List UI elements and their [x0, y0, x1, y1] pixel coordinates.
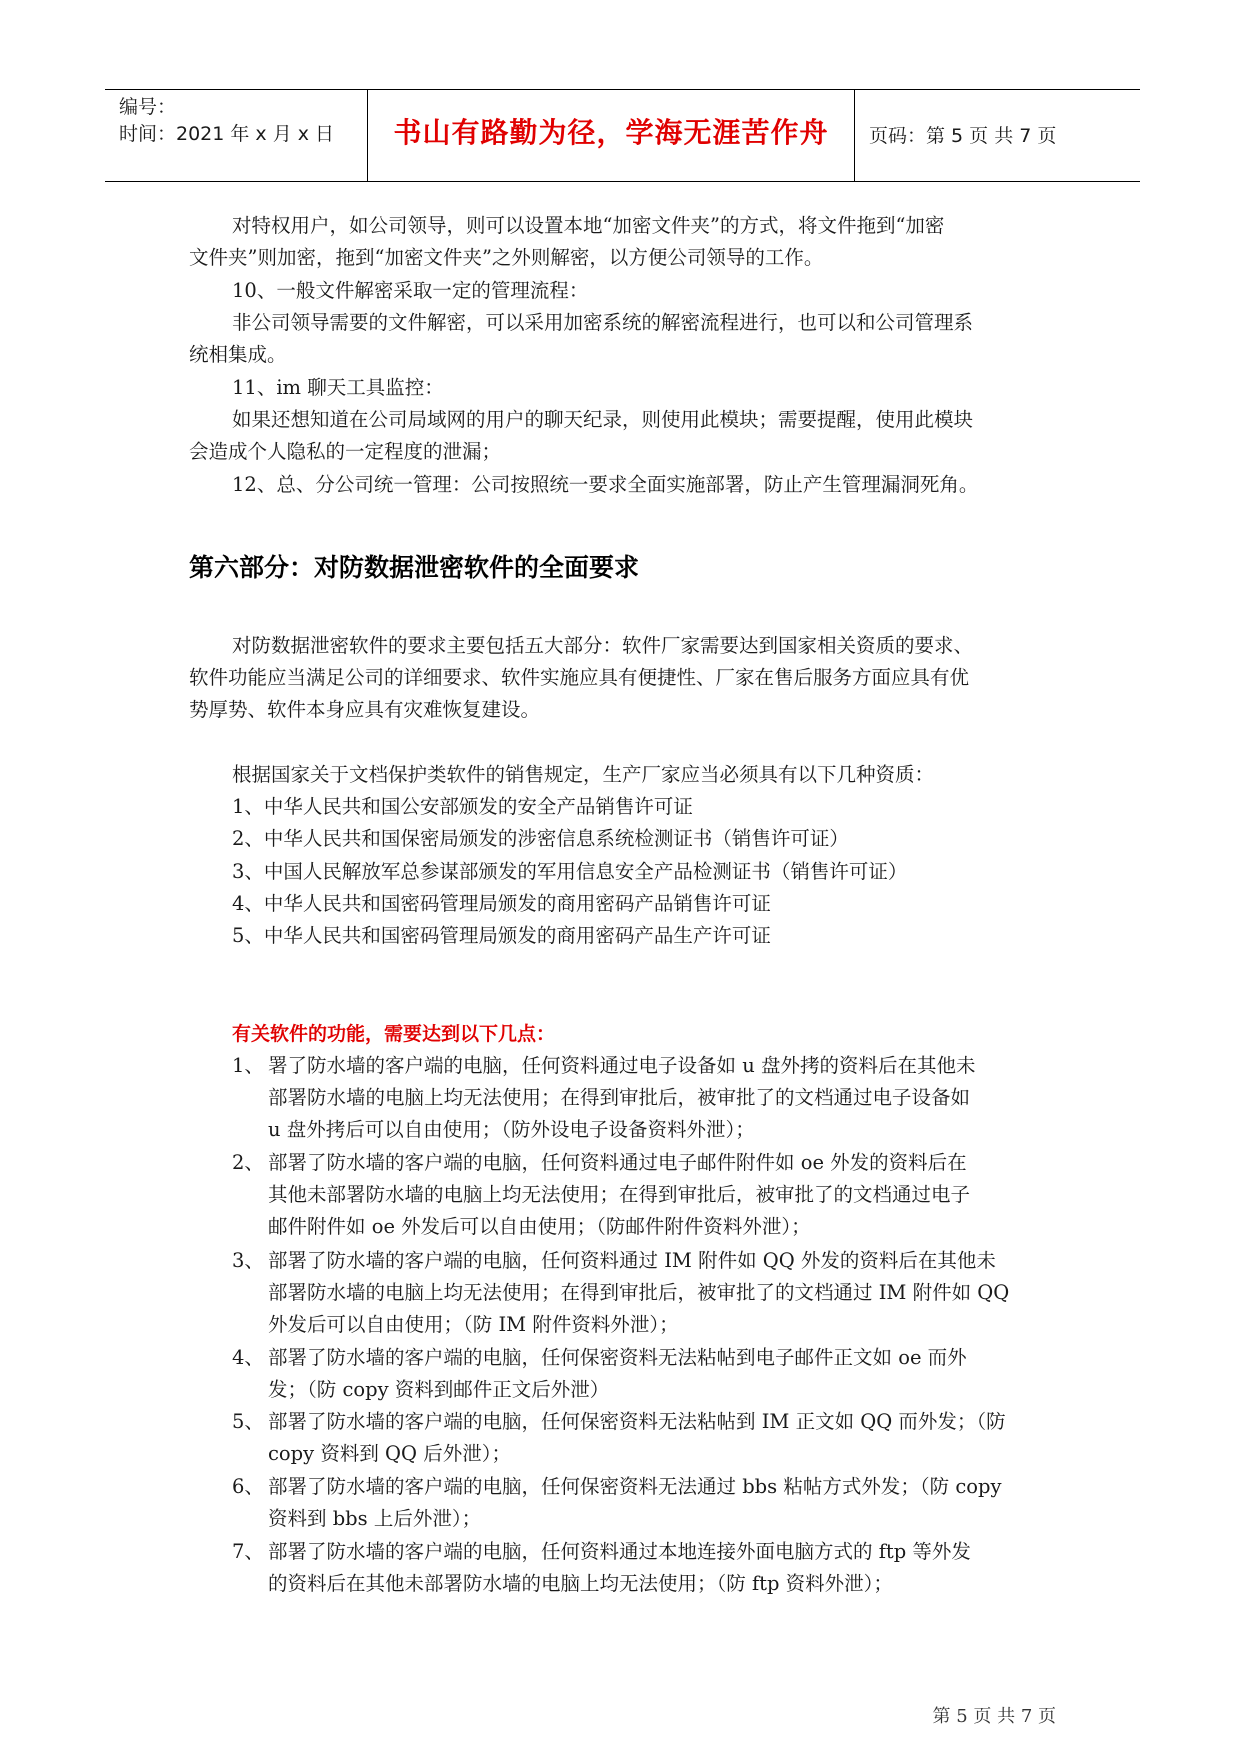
feature-item: [232, 1536, 1072, 1600]
feature-line: u 盘外拷后可以自由使用；（防外设电子设备资料外泄）；: [268, 1118, 755, 1141]
paragraph-line: 10、一般文件解密采取一定的管理流程：: [232, 279, 589, 302]
feature-number: 6、: [232, 1475, 264, 1498]
page-footer: 第 5 页 共 7 页: [932, 1706, 1056, 1727]
feature-line: 邮件附件如 oe 外发后可以自由使用；（防邮件附件资料外泄）；: [268, 1215, 811, 1238]
qualifications-intro: 根据国家关于文档保护类软件的销售规定，生产厂家应当必须具有以下几种资质：: [232, 763, 935, 786]
feature-line: 其他未部署防水墙的电脑上均无法使用；在得到审批后，被审批了的文档通过电子: [268, 1183, 971, 1206]
paragraph-line: 11、im 聊天工具监控：: [232, 376, 444, 399]
time-label: 时间：2021 年 x 月 x 日: [119, 123, 335, 145]
header-meta: [105, 90, 368, 181]
features-title: 有关软件的功能，需要达到以下几点：: [232, 1023, 556, 1045]
header-page-label: 页码：第 5 页 共 7 页: [869, 125, 1057, 147]
feature-number: 3、: [232, 1249, 264, 1272]
paragraph-line: 非公司领导需要的文件解密，可以采用加密系统的解密流程进行，也可以和公司管理系: [232, 311, 974, 334]
feature-item: [232, 1406, 1072, 1470]
paragraph-line: 文件夹”则加密，拖到“加密文件夹”之外则解密，以方便公司领导的工作。: [189, 246, 824, 269]
page-header: [105, 89, 1140, 182]
feature-line: 发；（防 copy 资料到邮件正文后外泄）: [268, 1378, 610, 1401]
feature-line: 部署了防水墙的客户端的电脑，任何保密资料无法粘帖到 IM 正文如 QQ 而外发；（防: [268, 1410, 1006, 1433]
section-title: 第六部分：对防数据泄密软件的全面要求: [189, 553, 640, 582]
feature-item: [232, 1147, 1072, 1243]
feature-line: 署了防水墙的客户端的电脑，任何资料通过电子设备如 u 盘外拷的资料后在其他未: [268, 1054, 976, 1077]
feature-line: 部署防水墙的电脑上均无法使用；在得到审批后，被审批了的文档通过电子设备如: [268, 1086, 971, 1109]
qualification-item: 3、中国人民解放军总参谋部颁发的军用信息安全产品检测证书（销售许可证）: [232, 860, 908, 883]
feature-item: [232, 1471, 1072, 1535]
paragraph-line: 软件功能应当满足公司的详细要求、软件实施应具有便捷性、厂家在售后服务方面应具有优: [189, 666, 970, 689]
feature-number: 1、: [232, 1054, 264, 1077]
paragraph-line: 对特权用户，如公司领导，则可以设置本地“加密文件夹”的方式，将文件拖到“加密: [232, 214, 945, 237]
feature-number: 2、: [232, 1151, 264, 1174]
qualification-item: 5、中华人民共和国密码管理局颁发的商用密码产品生产许可证: [232, 924, 771, 947]
feature-line: 部署了防水墙的客户端的电脑，任何资料通过 IM 附件如 QQ 外发的资料后在其他未: [268, 1249, 996, 1272]
feature-number: 7、: [232, 1540, 264, 1563]
feature-line: 部署防水墙的电脑上均无法使用；在得到审批后，被审批了的文档通过 IM 附件如 QQ: [268, 1281, 1010, 1304]
qualification-item: 4、中华人民共和国密码管理局颁发的商用密码产品销售许可证: [232, 892, 771, 915]
paragraph-line: 如果还想知道在公司局域网的用户的聊天纪录，则使用此模块；需要提醒，使用此模块: [232, 408, 974, 431]
paragraph-line: 对防数据泄密软件的要求主要包括五大部分：软件厂家需要达到国家相关资质的要求、: [232, 634, 974, 657]
header-motto: 书山有路勤为径，学海无涯苦作舟: [368, 90, 855, 181]
feature-line: 的资料后在其他未部署防水墙的电脑上均无法使用；（防 ftp 资料外泄）；: [268, 1572, 893, 1595]
paragraph-line: 12、总、分公司统一管理：公司按照统一要求全面实施部署，防止产生管理漏洞死角。: [232, 473, 979, 496]
feature-item: [232, 1050, 1072, 1146]
feature-item: [232, 1342, 1072, 1406]
paragraph-line: 势厚势、软件本身应具有灾难恢复建设。: [189, 698, 541, 721]
feature-line: 部署了防水墙的客户端的电脑，任何保密资料无法通过 bbs 粘帖方式外发；（防 copy: [268, 1475, 1002, 1498]
feature-item: [232, 1245, 1072, 1341]
feature-line: 部署了防水墙的客户端的电脑，任何资料通过本地连接外面电脑方式的 ftp 等外发: [268, 1540, 971, 1563]
qualification-item: 2、中华人民共和国保密局颁发的涉密信息系统检测证书（销售许可证）: [232, 827, 849, 850]
feature-number: 4、: [232, 1346, 264, 1369]
feature-line: 部署了防水墙的客户端的电脑，任何保密资料无法粘帖到电子邮件正文如 oe 而外: [268, 1346, 967, 1369]
feature-line: 资料到 bbs 上后外泄）；: [268, 1507, 482, 1530]
paragraph-line: 统相集成。: [189, 343, 287, 366]
feature-line: 外发后可以自由使用；（防 IM 附件资料外泄）；: [268, 1313, 679, 1336]
feature-number: 5、: [232, 1410, 264, 1433]
feature-line: 部署了防水墙的客户端的电脑，任何资料通过电子邮件附件如 oe 外发的资料后在: [268, 1151, 967, 1174]
paragraph-line: 会造成个人隐私的一定程度的泄漏；: [189, 440, 502, 463]
qualification-item: 1、中华人民共和国公安部颁发的安全产品销售许可证: [232, 795, 693, 818]
number-label: 编号：: [119, 96, 177, 118]
feature-line: copy 资料到 QQ 后外泄）；: [268, 1442, 511, 1465]
